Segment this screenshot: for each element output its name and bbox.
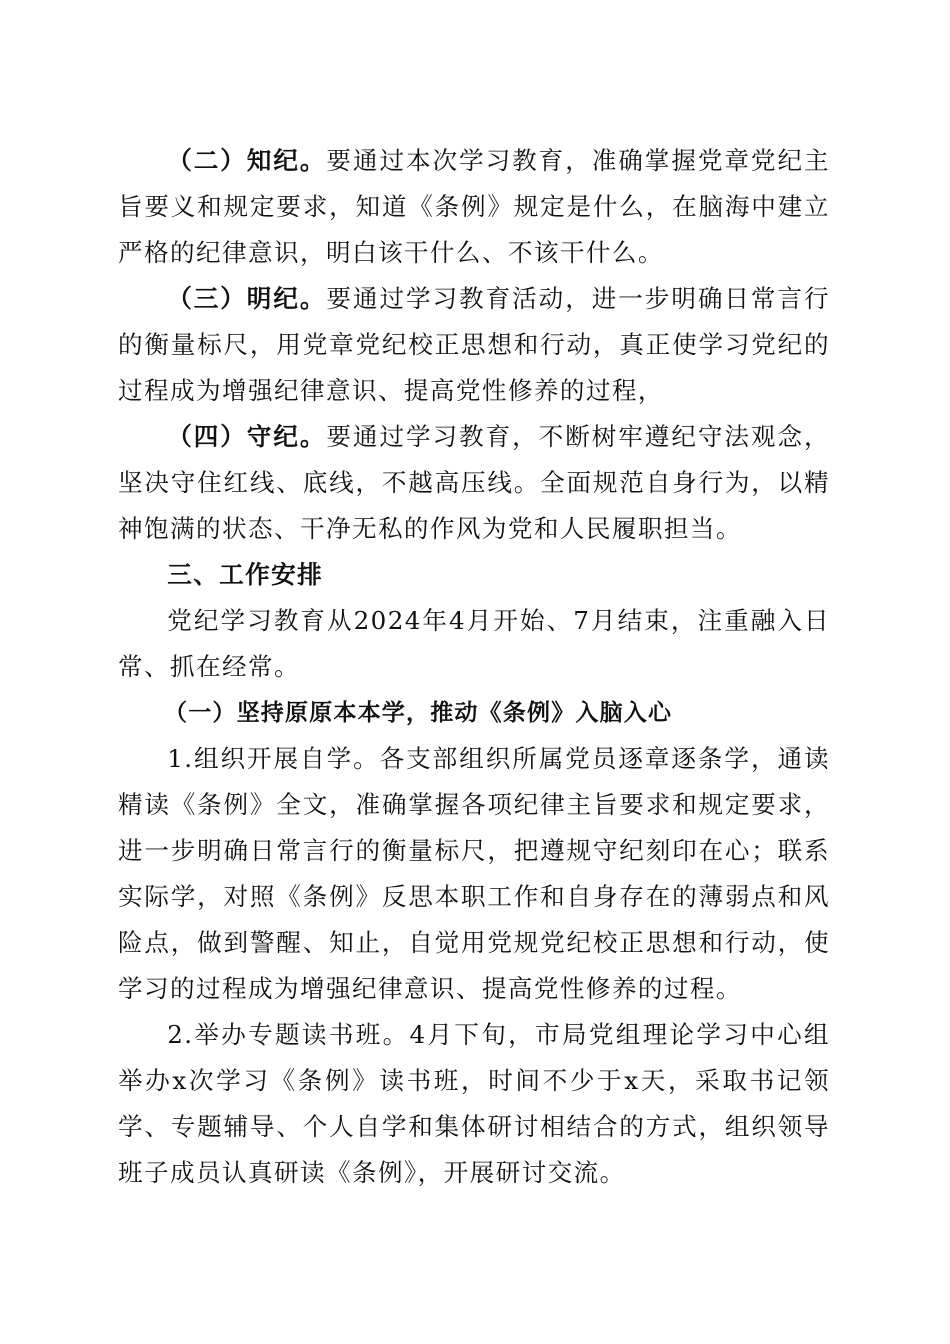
paragraph-body: 要通过学习教育，不断树牢遵纪守法观念，坚决守住红线、底线，不越高压线。全面规范自身行为，以精神饱满的状态、干净无私的作风为党和人民履职担当。 — [118, 422, 830, 543]
paragraph-item-1: 1.组织开展自学。各支部组织所属党员逐章逐条学，通读精读《条例》全文，准确掌握各项纪律主旨要求和规定要求，进一步明确日常言行的衡量标尺，把遵规守纪刻印在心；联系实际学，对照《条例》反思本职工作和自身存在的薄弱点和风险点，做到警醒、知止，自觉用党规党纪校正思想和行动，使学习的过程成为增强纪律意识、提高党性修养的过程。 — [118, 744, 830, 1003]
paragraph-mingji — [118, 276, 830, 414]
paragraph-body: 要通过学习教育活动，进一步明确日常言行的衡量标尺，用党章党纪校正思想和行动，真正使学习党纪的过程成为增强纪律意识、提高党性修养的过程， — [118, 284, 830, 405]
paragraph-lead: （四）守纪。 — [167, 422, 327, 451]
paragraph-arrangement-intro: 党纪学习教育从2024年4月开始、7月结束，注重融入日常、抓在经常。 — [118, 606, 830, 681]
section-heading: 三、工作安排 — [167, 560, 324, 589]
paragraph-zhiji — [118, 138, 830, 276]
subsection-heading: （一）坚持原原本本学，推动《条例》入脑入心 — [164, 699, 673, 726]
paragraph-lead: （三）明纪。 — [167, 284, 327, 313]
paragraph-shouji — [118, 414, 830, 552]
document-page — [118, 138, 830, 1196]
paragraph-item-2: 2.举办专题读书班。4月下旬，市局党组理论学习中心组举办x次学习《条例》读书班，时间不少于x天，采取书记领学、专题辅导、个人自学和集体研讨相结合的方式，组织领导班子成员认真研读《条例》，开展研讨交流。 — [118, 1020, 830, 1187]
paragraph-lead: （二）知纪。 — [167, 146, 327, 175]
paragraph-body: 要通过本次学习教育，准确掌握党章党纪主旨要义和规定要求，知道《条例》规定是什么，在脑海中建立严格的纪律意识，明白该干什么、不该干什么。 — [118, 146, 830, 267]
